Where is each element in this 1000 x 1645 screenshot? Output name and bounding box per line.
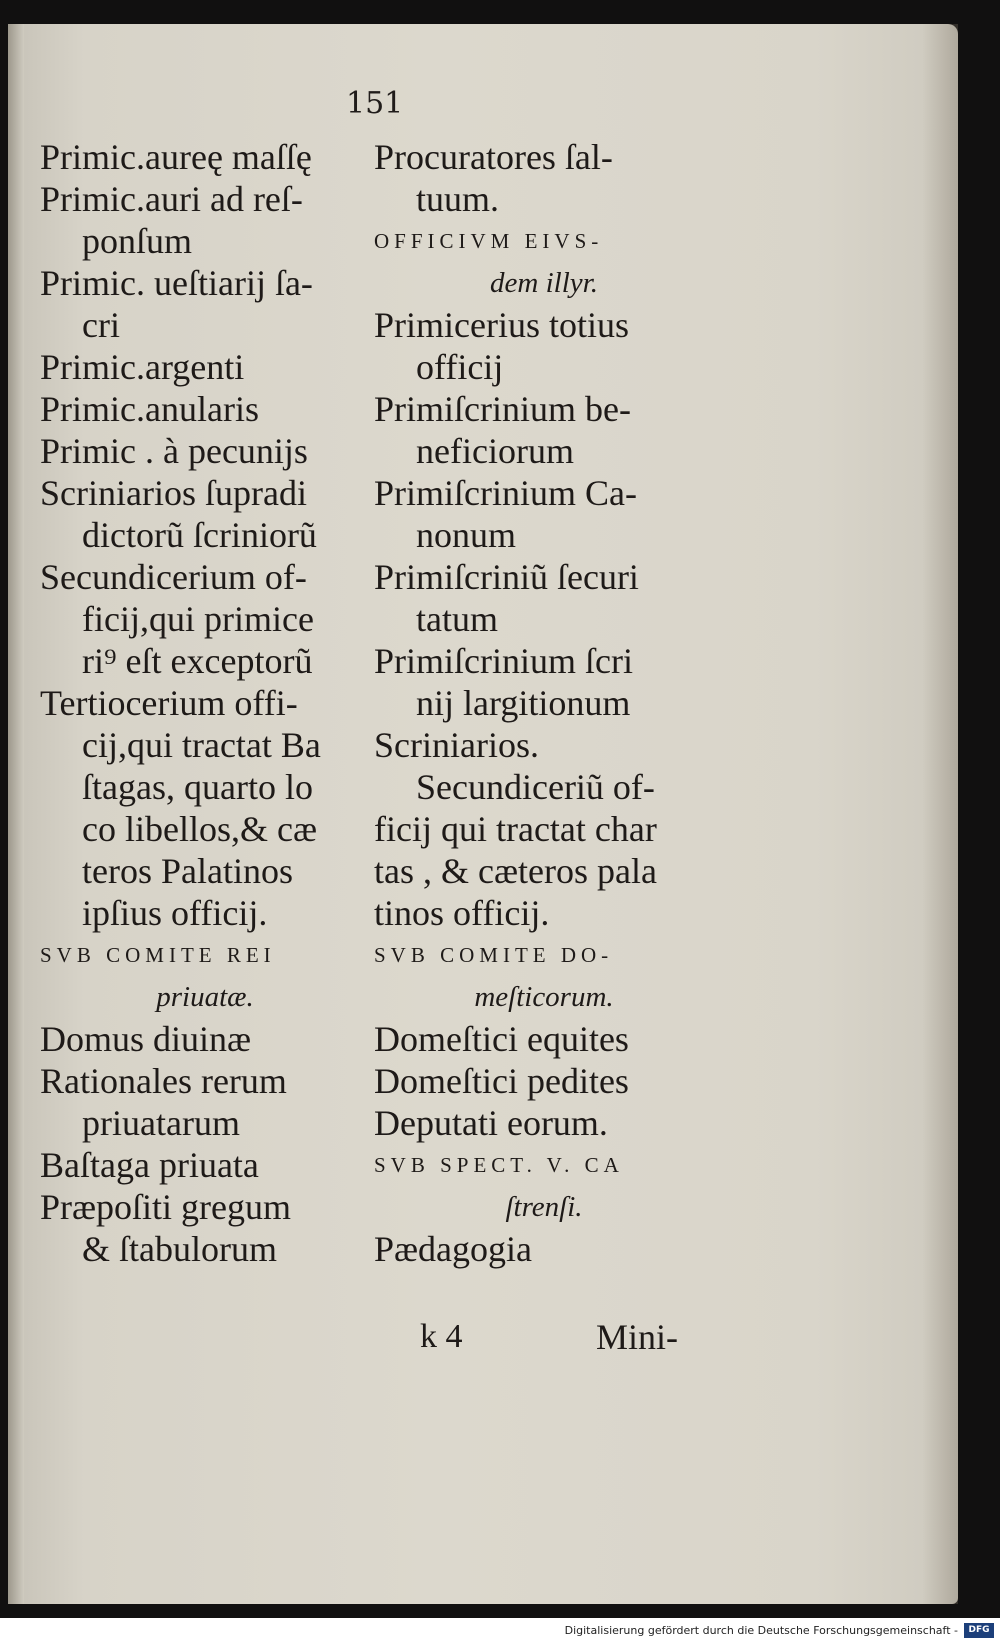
text-line: priuatarum xyxy=(82,1103,240,1143)
text-line: Præpoſiti gregum xyxy=(40,1187,291,1227)
digitization-credit-bar xyxy=(0,1618,1000,1645)
text-line: Primic.aureę maſſę xyxy=(40,137,312,177)
right-text-column xyxy=(374,136,714,1270)
text-line: Domeſtici pedites xyxy=(374,1061,629,1101)
text-line: tinos officij. xyxy=(374,893,550,933)
text-line: Primic. ueſtiarij ſa- xyxy=(40,263,313,303)
text-line: Primiſcrinium be- xyxy=(374,389,631,429)
section-heading: SVB SPECT. V. CA xyxy=(374,1153,624,1177)
text-line: Primiſcrinium ſcri xyxy=(374,641,633,681)
text-line: neficiorum xyxy=(416,431,574,471)
text-line: tas , & cæteros pala xyxy=(374,851,657,891)
signature-mark: k 4 xyxy=(420,1318,463,1355)
text-line: Tertiocerium offi- xyxy=(40,683,298,723)
section-subheading: ſtrenſi. xyxy=(505,1191,583,1223)
section-heading: OFFICIVM EIVS- xyxy=(374,229,604,253)
text-line: teros Palatinos xyxy=(82,851,293,891)
text-line: tuum. xyxy=(416,179,500,219)
text-line: Primic.anularis xyxy=(40,389,259,429)
text-line: Secundicerium of- xyxy=(40,557,307,597)
text-line: officij xyxy=(416,347,504,387)
text-line: Primicerius totius xyxy=(374,305,629,345)
text-line: & ſtabulorum xyxy=(82,1229,277,1269)
dfg-logo-icon: DFG xyxy=(964,1623,994,1638)
text-line: Rationales rerum xyxy=(40,1061,287,1101)
text-line: cij,qui tractat Ba xyxy=(82,725,321,765)
text-line: ri⁹ eſt exceptorũ xyxy=(82,641,313,681)
text-line: Pædagogia xyxy=(374,1229,532,1269)
text-line: Primiſcriniũ ſecuri xyxy=(374,557,639,597)
text-line: cri xyxy=(82,305,120,345)
text-line: Primic.argenti xyxy=(40,347,245,387)
page-number: 151 xyxy=(346,86,404,121)
text-line: Scriniarios ſupradi xyxy=(40,473,307,513)
section-subheading: dem illyr. xyxy=(490,267,598,299)
text-line: ponſum xyxy=(82,221,193,261)
section-subheading: priuatæ. xyxy=(156,981,254,1013)
text-line: nonum xyxy=(416,515,517,555)
text-line: ſtagas, quarto lo xyxy=(82,767,313,807)
text-line: co libellos,& cæ xyxy=(82,809,317,849)
text-line: Domus diuinæ xyxy=(40,1019,252,1059)
text-line: Deputati eorum. xyxy=(374,1103,608,1143)
text-line: Baſtaga priuata xyxy=(40,1145,259,1185)
section-heading: SVB COMITE REI xyxy=(40,943,276,967)
text-line: ficij,qui primice xyxy=(82,599,314,639)
text-line: Primic.auri ad reſ- xyxy=(40,179,303,219)
text-line: ipſius officij. xyxy=(82,893,268,933)
catchword: Mini- xyxy=(596,1317,679,1357)
text-line: tatum xyxy=(416,599,498,639)
text-line: ficij qui tractat char xyxy=(374,809,657,849)
text-line: Domeſtici equites xyxy=(374,1019,629,1059)
section-subheading: meſticorum. xyxy=(474,981,614,1013)
text-line: nij largitionum xyxy=(416,683,631,723)
left-text-column xyxy=(40,136,370,1270)
text-line: Secundiceriũ of- xyxy=(416,767,655,807)
page-edge-shadow xyxy=(922,24,958,1604)
text-line: dictorũ ſcriniorũ xyxy=(82,515,317,555)
credit-text: Digitalisierung gefördert durch die Deutsche Forschungsgemeinschaft - xyxy=(564,1624,958,1637)
text-line: Primiſcrinium Ca- xyxy=(374,473,637,513)
section-heading: SVB COMITE DO- xyxy=(374,943,614,967)
text-line: Primic . à pecunijs xyxy=(40,431,308,471)
page-gutter xyxy=(8,24,24,1604)
text-line: Procuratores ſal- xyxy=(374,137,613,177)
text-line: Scriniarios. xyxy=(374,725,539,765)
